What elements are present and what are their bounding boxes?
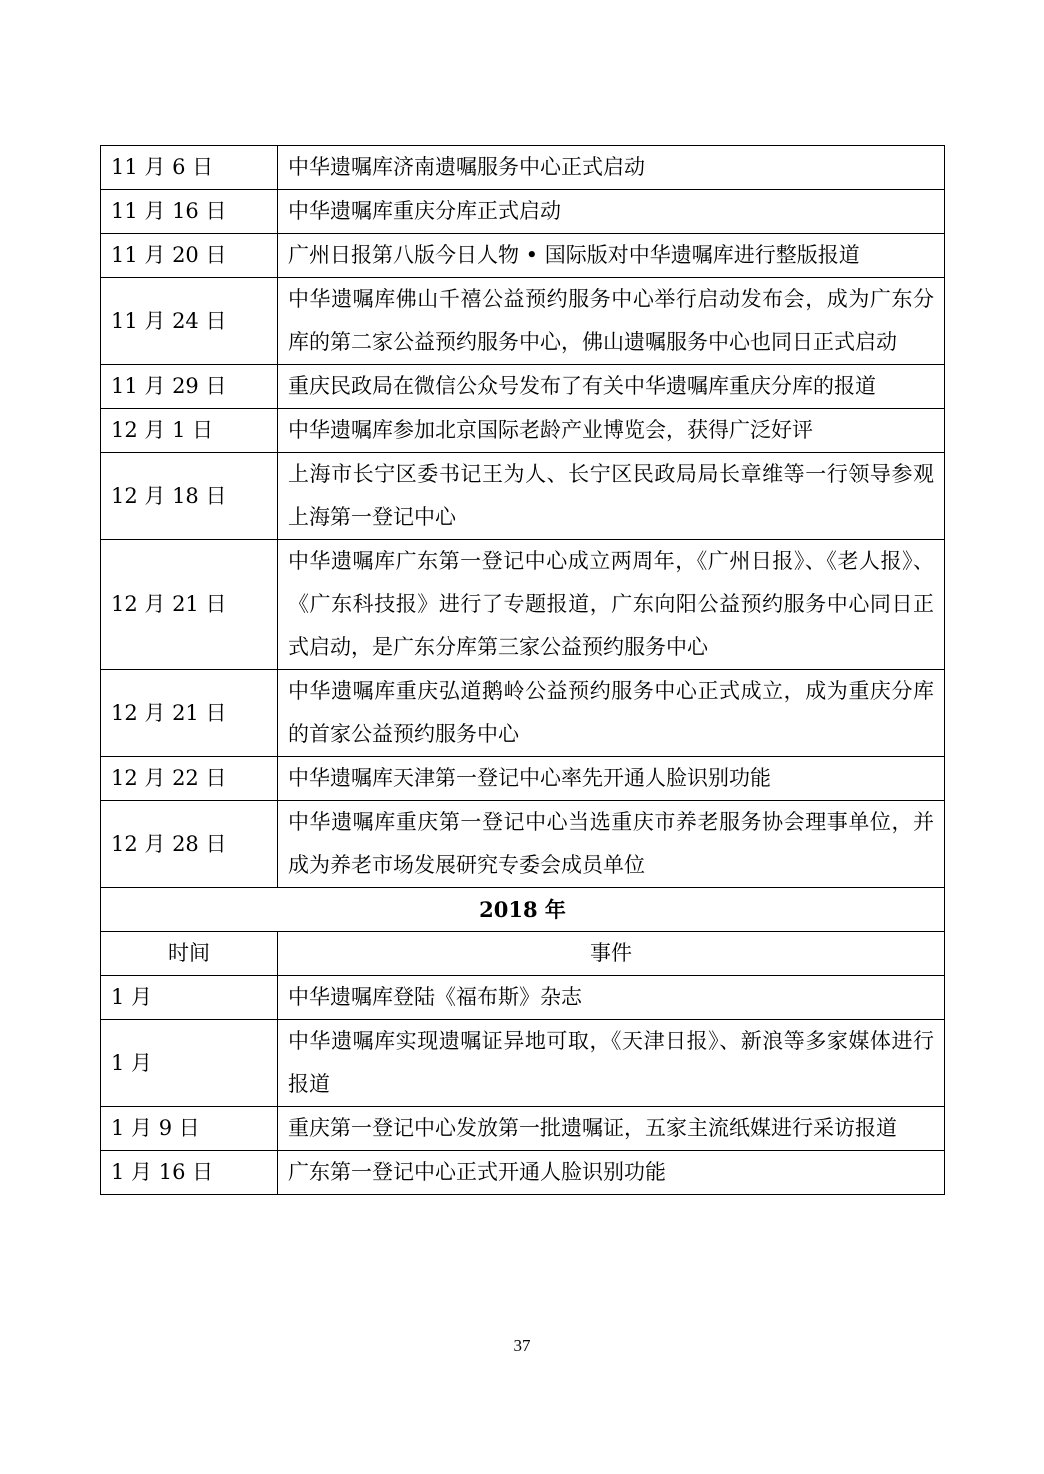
event-date: 1 月 9 日 bbox=[101, 1107, 278, 1151]
event-date: 11 月 24 日 bbox=[101, 278, 278, 365]
event-description: 重庆民政局在微信公众号发布了有关中华遗嘱库重庆分库的报道 bbox=[278, 365, 945, 409]
page-number: 37 bbox=[513, 1336, 531, 1355]
events-table bbox=[100, 145, 945, 1195]
event-description: 中华遗嘱库天津第一登记中心率先开通人脸识别功能 bbox=[278, 757, 945, 801]
event-description: 中华遗嘱库参加北京国际老龄产业博览会，获得广泛好评 bbox=[278, 409, 945, 453]
event-description: 广东第一登记中心正式开通人脸识别功能 bbox=[278, 1151, 945, 1195]
event-date: 12 月 1 日 bbox=[101, 409, 278, 453]
column-header-event: 事件 bbox=[278, 932, 945, 976]
event-description: 中华遗嘱库重庆分库正式启动 bbox=[278, 190, 945, 234]
event-date: 1 月 bbox=[101, 1020, 278, 1107]
year-header: 2018 年 bbox=[101, 888, 945, 932]
table-row bbox=[101, 409, 945, 453]
event-date: 12 月 18 日 bbox=[101, 453, 278, 540]
event-date: 11 月 16 日 bbox=[101, 190, 278, 234]
year-header-row bbox=[101, 888, 945, 932]
table-row bbox=[101, 540, 945, 670]
table-row bbox=[101, 234, 945, 278]
event-date: 11 月 20 日 bbox=[101, 234, 278, 278]
event-date: 1 月 16 日 bbox=[101, 1151, 278, 1195]
event-description: 中华遗嘱库重庆弘道鹅岭公益预约服务中心正式成立，成为重庆分库的首家公益预约服务中心 bbox=[278, 670, 945, 757]
event-date: 11 月 6 日 bbox=[101, 146, 278, 190]
event-description: 中华遗嘱库广东第一登记中心成立两周年，《广州日报》、《老人报》、《广东科技报》进行了专题报道，广东向阳公益预约服务中心同日正式启动，是广东分库第三家公益预约服务中心 bbox=[278, 540, 945, 670]
table-row bbox=[101, 757, 945, 801]
event-description: 中华遗嘱库实现遗嘱证异地可取，《天津日报》、新浪等多家媒体进行报道 bbox=[278, 1020, 945, 1107]
event-description: 中华遗嘱库佛山千禧公益预约服务中心举行启动发布会，成为广东分库的第二家公益预约服务中心，佛山遗嘱服务中心也同日正式启动 bbox=[278, 278, 945, 365]
table-row bbox=[101, 365, 945, 409]
table-row bbox=[101, 1020, 945, 1107]
events-2018-body bbox=[101, 888, 945, 1195]
table-row bbox=[101, 1151, 945, 1195]
column-header-row bbox=[101, 932, 945, 976]
table-row bbox=[101, 801, 945, 888]
table-row bbox=[101, 190, 945, 234]
event-description: 上海市长宁区委书记王为人、长宁区民政局局长章维等一行领导参观上海第一登记中心 bbox=[278, 453, 945, 540]
event-description: 中华遗嘱库济南遗嘱服务中心正式启动 bbox=[278, 146, 945, 190]
table-row bbox=[101, 1107, 945, 1151]
table-row bbox=[101, 670, 945, 757]
event-description: 中华遗嘱库登陆《福布斯》杂志 bbox=[278, 976, 945, 1020]
event-date: 1 月 bbox=[101, 976, 278, 1020]
event-description: 重庆第一登记中心发放第一批遗嘱证，五家主流纸媒进行采访报道 bbox=[278, 1107, 945, 1151]
table-row bbox=[101, 278, 945, 365]
event-description: 广州日报第八版今日人物 • 国际版对中华遗嘱库进行整版报道 bbox=[278, 234, 945, 278]
event-date: 12 月 28 日 bbox=[101, 801, 278, 888]
event-date: 11 月 29 日 bbox=[101, 365, 278, 409]
event-date: 12 月 21 日 bbox=[101, 670, 278, 757]
events-2017-body bbox=[101, 146, 945, 888]
event-date: 12 月 21 日 bbox=[101, 540, 278, 670]
event-date: 12 月 22 日 bbox=[101, 757, 278, 801]
table-row bbox=[101, 146, 945, 190]
table-row bbox=[101, 976, 945, 1020]
table-row bbox=[101, 453, 945, 540]
column-header-time: 时间 bbox=[101, 932, 278, 976]
event-description: 中华遗嘱库重庆第一登记中心当选重庆市养老服务协会理事单位，并成为养老市场发展研究专委会成员单位 bbox=[278, 801, 945, 888]
